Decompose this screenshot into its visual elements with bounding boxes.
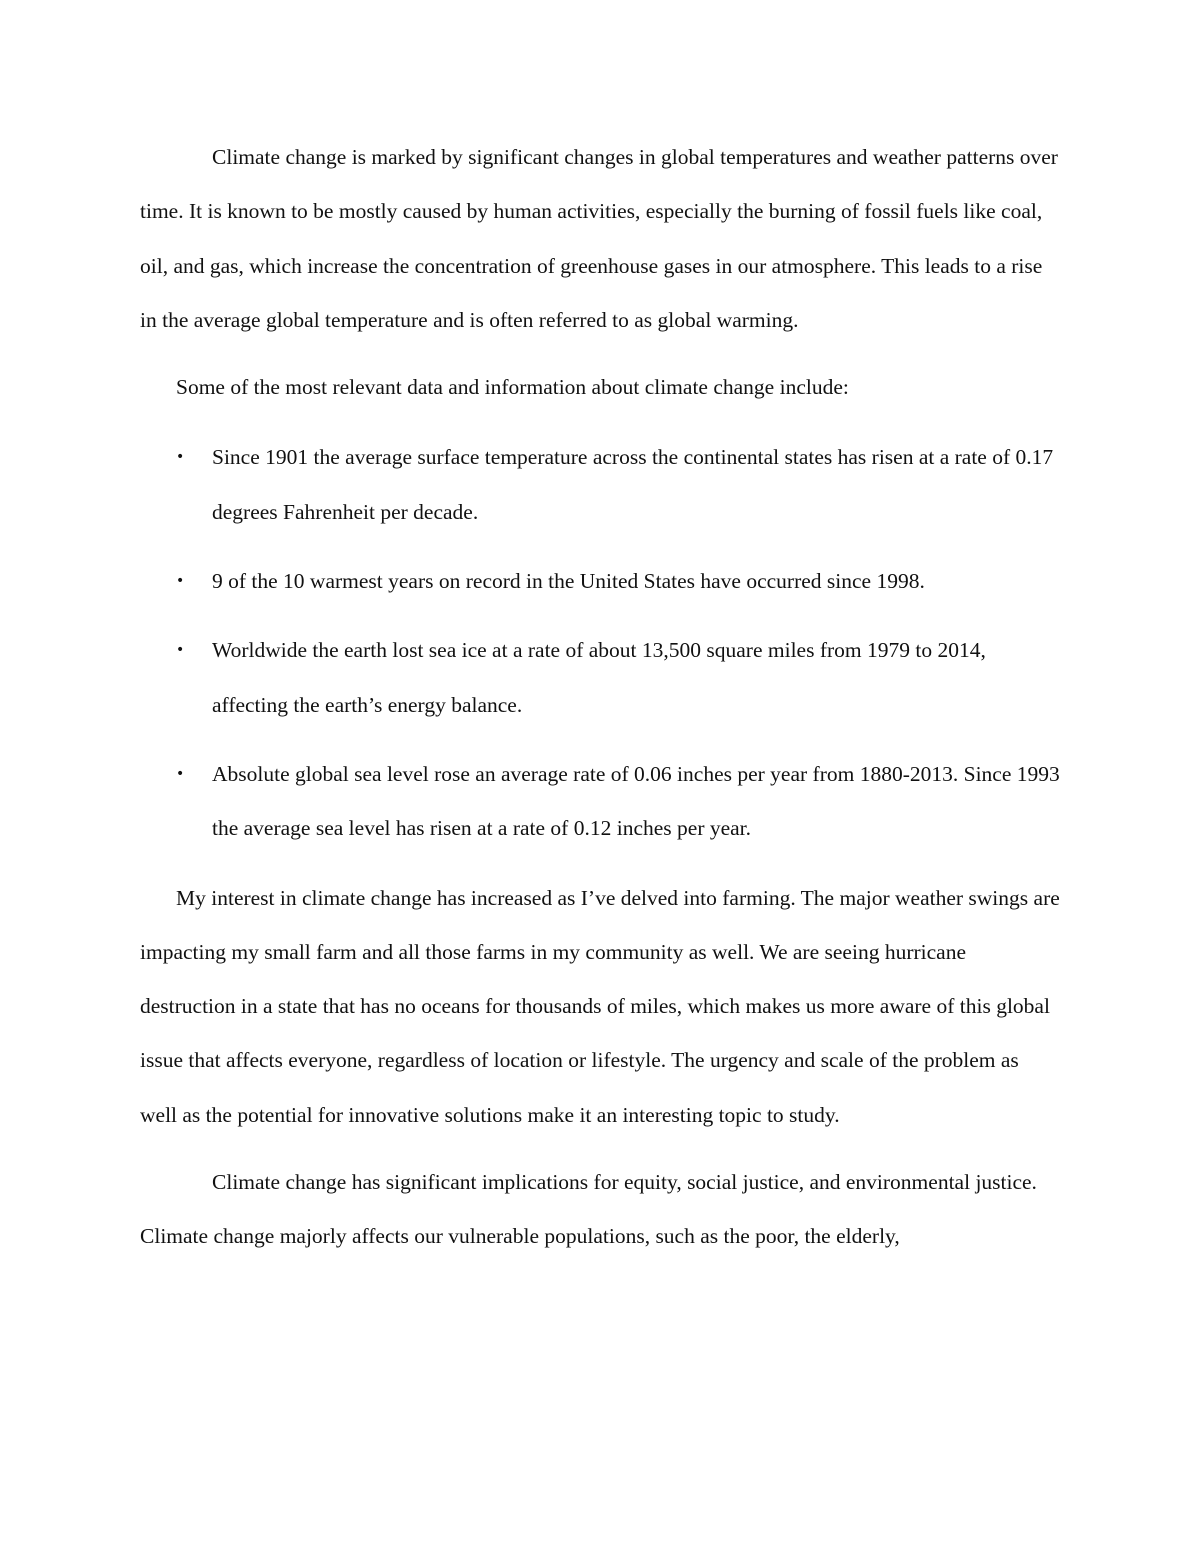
- climate-data-list: [140, 430, 1060, 855]
- bullet-icon: •: [176, 573, 185, 590]
- list-item-text: 9 of the 10 warmest years on record in the United States have occurred since 1998.: [212, 569, 925, 594]
- list-item-text: Worldwide the earth lost sea ice at a rate of about 13,500 square miles from 1979 to 2014, affecting the earth’s energy balance.: [212, 638, 986, 717]
- list-item: [140, 430, 1060, 539]
- paragraph-data-intro: Some of the most relevant data and information about climate change include:: [176, 375, 849, 400]
- paragraph-personal-interest: My interest in climate change has increased as I’ve delved into farming. The major weather swings are impacting my small farm and all those farms in my community as well. We are seeing hurricane destruction in a state that has no oceans for thousands of miles, which makes us more aware of this global issue that affects everyone, regardless of location or lifestyle. The urgency and scale of the problem as well as the potential for innovative solutions make it an interesting topic to study.: [140, 885, 1060, 1127]
- bullet-icon: •: [176, 765, 185, 782]
- bullet-icon: •: [176, 449, 185, 466]
- paragraph-equity-justice: Climate change has significant implications for equity, social justice, and environmental justice. Climate change majorly affects our vulnerable populations, such as the poor, the elderly,: [140, 1170, 1037, 1249]
- list-item: [140, 554, 1060, 608]
- list-item: [140, 623, 1060, 732]
- paragraph-climate-definition: Climate change is marked by significant changes in global temperatures and weather patterns over time. It is known to be mostly caused by human activities, especially the burning of fossil fuels like coal, oil, and gas, which increase the concentration of greenhouse gases in our atmosphere. This leads to a rise in the average global temperature and is often referred to as global warming.: [140, 145, 1058, 332]
- list-item-text: Absolute global sea level rose an average rate of 0.06 inches per year from 1880-2013. Since 1993 the average sea level has risen at a rate of 0.12 inches per year.: [212, 761, 1060, 841]
- bullet-icon: •: [176, 642, 185, 659]
- document-body: [140, 130, 1060, 1264]
- list-item-text: Since 1901 the average surface temperature across the continental states has risen at a rate of 0.17 degrees Fahrenheit per decade.: [212, 445, 1054, 524]
- list-item: [140, 747, 1060, 856]
